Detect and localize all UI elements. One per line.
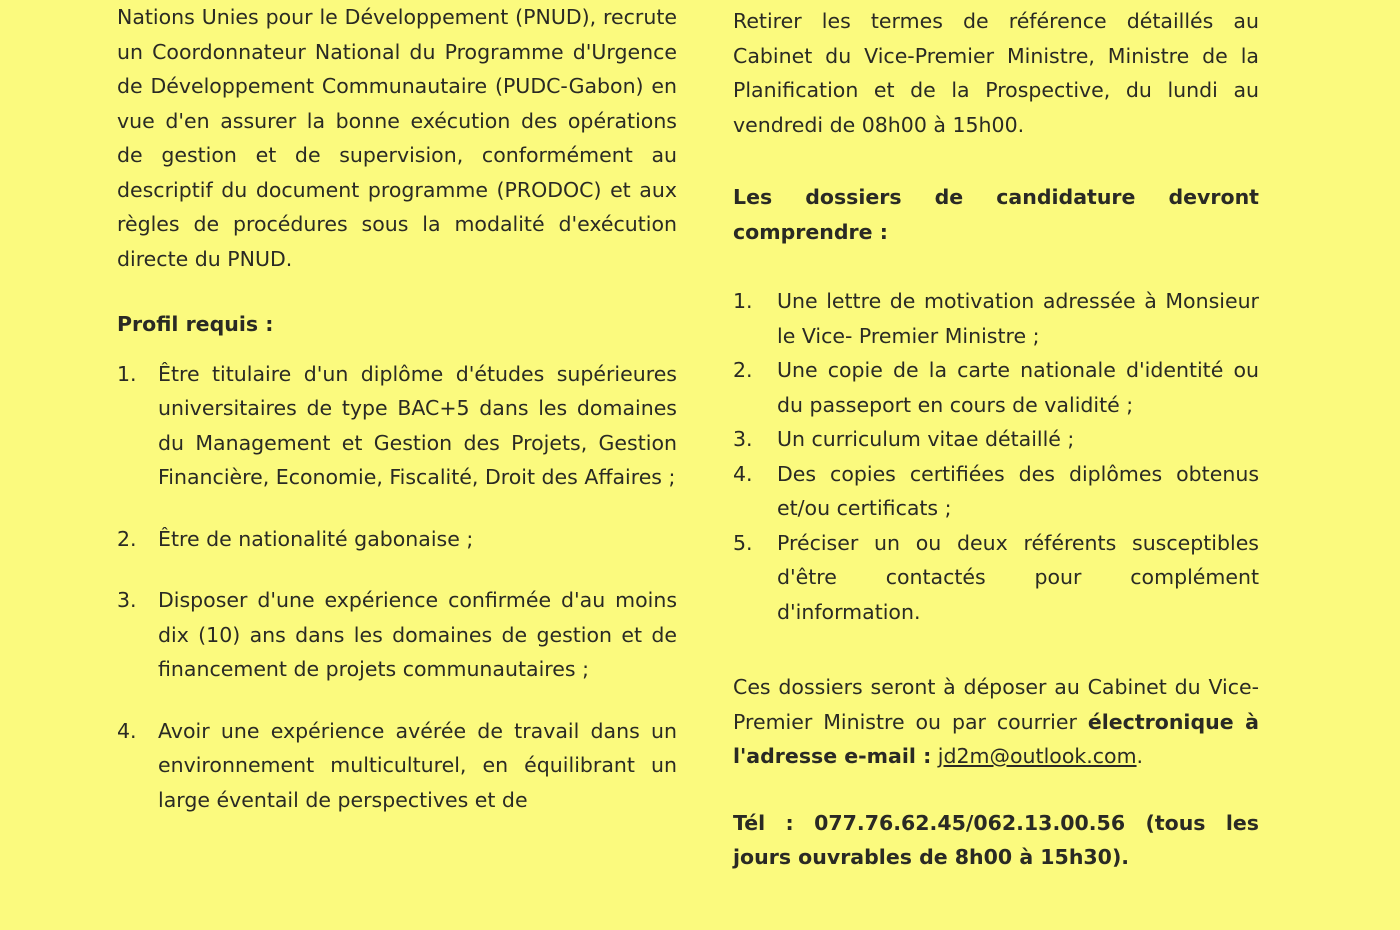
list-text: Des copies certifiées des diplômes obtenus et/ou certificats ; (777, 461, 1259, 520)
telephone-line: Tél : 077.76.62.45/062.13.00.56 (tous les jours ouvrables de 8h00 à 15h30). (733, 810, 1259, 869)
intro-paragraph: Nations Unies pour le Développement (PNUD), recrute un Coordonnateur National du Programme d'Urgence de Développement Communautaire (PUDC-Gabon) en vue d'en assurer la bonne exécution des opérations de gestion et de supervision, conformément au descriptif du document programme (PRODOC) et aux règles de procédures sous la modalité d'exécution directe du PNUD. (117, 5, 677, 271)
depot-bold-text: électronique à l'adresse e-mail : (733, 709, 1259, 768)
list-number: 4. (733, 461, 753, 486)
dossiers-heading: Les dossiers de candidature devront comprendre : (733, 185, 1259, 244)
list-item (733, 353, 1259, 422)
list-item (733, 422, 1259, 457)
list-item (117, 522, 677, 557)
list-text: Disposer d'une expérience confirmée d'au moins dix (10) ans dans les domaines de gestion et de financement de projets communautaires ; (158, 588, 677, 681)
list-number: 1. (733, 289, 753, 313)
depot-paragraph (733, 670, 1259, 774)
list-number: 4. (117, 718, 137, 743)
list-number: 3. (117, 588, 137, 612)
list-text: Avoir une expérience avérée de travail dans un environnement multiculturel, en équilibrant un large éventail de perspectives et de (158, 718, 677, 812)
list-text: Un curriculum vitae détaillé ; (777, 427, 1075, 451)
list-text: Une lettre de motivation adressée à Monsieur le Vice- Premier Ministre ; (777, 289, 1259, 348)
list-item (117, 714, 677, 818)
list-item (733, 526, 1259, 630)
email-link[interactable]: jd2m@outlook.com (937, 744, 1137, 768)
right-column (733, 0, 1259, 875)
list-number: 1. (117, 361, 137, 386)
list-number: 3. (733, 427, 753, 451)
list-item (733, 284, 1259, 353)
list-item (117, 583, 677, 687)
list-number: 2. (117, 526, 137, 551)
depot-text: Ces dossiers seront à déposer au Cabinet du Vice-Premier Ministre ou par courrier (733, 675, 1259, 734)
termes-reference-paragraph: Retirer les termes de référence détaillés au Cabinet du Vice-Premier Ministre, Ministre de la Planification et de la Prospective, du lundi au vendredi de 08h00 à 15h00. (733, 9, 1259, 137)
list-text: Être titulaire d'un diplôme d'études supérieures universitaires de type BAC+5 dans les domaines du Management et Gestion des Projets, Gestion Financière, Economie, Fiscalité, Droit des Affaires ; (158, 361, 677, 489)
list-item (733, 457, 1259, 526)
list-text: Préciser un ou deux référents susceptibles d'être contactés pour complément d'information. (777, 530, 1259, 624)
list-text: Une copie de la carte nationale d'identité ou du passeport en cours de validité ; (777, 358, 1259, 417)
list-number: 5. (733, 530, 753, 555)
left-column (117, 0, 677, 817)
email-period: . (1136, 744, 1144, 768)
list-number: 2. (733, 358, 753, 382)
list-item (117, 357, 677, 495)
dossiers-list (733, 284, 1259, 629)
list-text: Être de nationalité gabonaise ; (158, 526, 474, 551)
profil-heading: Profil requis : (117, 312, 274, 336)
profil-list (117, 357, 677, 818)
